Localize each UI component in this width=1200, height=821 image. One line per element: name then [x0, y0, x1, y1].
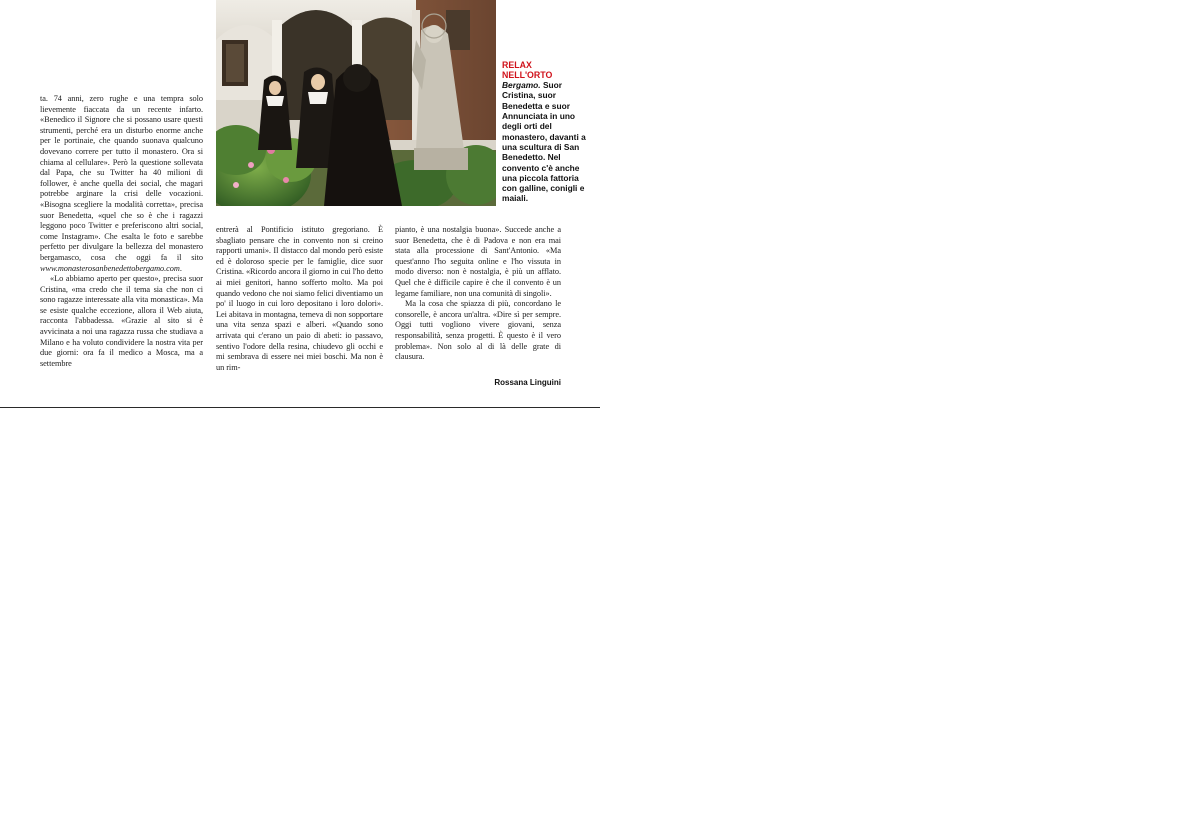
caption-kicker-line1: RELAX: [502, 60, 532, 70]
text-column-3: [395, 225, 561, 363]
column3-paragraph-2: Ma la cosa che spiazza di più, concordano le consorelle, è ancora un'altra. «Dire sì per sempre. Oggi tutti vogliono vivere giovani, senza responsabilità, senza progetti. È questo è il vero problema». Non solo al di là delle grate di clausura.: [395, 299, 561, 362]
author-byline: Rossana Linguini: [494, 378, 561, 387]
nuns-garden-photo: [216, 0, 496, 206]
caption-kicker-line2: NELL'ORTO: [502, 69, 553, 80]
column1-paragraph-2: «Lo abbiamo aperto per questo», precisa suor Cristina, «ma credo che il tema sia che non ci sono ragazze interessate alla vita monastica». Ma se esiste qualche eccezione, allora il Web aiuta, racconta l'abbadessa. «Grazie al sito si è avvicinata a noi una ragazza russa che studiava a Milano e ha voluto condividere la nostra vita per due giorni: ora fa il medico a Mosca, ma a settembre: [40, 274, 203, 368]
text-column-1: [40, 94, 203, 369]
website-url: www.monasterosanbenedettobergamo.com: [40, 263, 180, 273]
photo-illustration: [216, 0, 496, 206]
column1-paragraph-1: [40, 94, 203, 274]
text-column-2: [216, 225, 383, 373]
column1-paragraph-1-end: .: [179, 263, 182, 273]
column3-paragraph-1: pianto, è una nostalgia buona». Succede anche a suor Benedetta, che è di Padova e non era mai stata alla processione di Sant'Antonio. «Ma quest'anno l'ho seguita online e l'ho vissuta in modo diverso: non è nostalgia, è più un afflato. Quel che è difficile capire è che il convento è un legame familiare, non una comunità di singoli».: [395, 225, 561, 298]
bottom-rule: [0, 407, 600, 408]
caption-place: Bergamo.: [502, 80, 541, 91]
column2-paragraph-1: entrerà al Pontificio istituto gregoriano. È sbagliato pensare che in convento non si creino rapporti umani». Il distacco dal mondo però esiste ed è doloroso specie per le famiglie, dice suor Cristina. «Ricordo ancora il giorno in cui l'ho detto ai miei genitori, hanno sofferto molto. Ma poi quando vedono che noi siamo felici diventiamo un po' il luogo in cui loro depositano i loro dolori». Lei abitava in montagna, temeva di non sopportare una vita senza spazi e alberi. «Quando sono arrivata qui c'erano un paio di abeti: io passavo, sentivo l'odore della resina, chiudevo gli occhi e mi sembrava di essere nei miei boschi. Ma non è un rim-: [216, 225, 383, 372]
caption-text: Suor Cristina, suor Benedetta e suor Annunciata in uno degli orti del monastero, davanti a una scultura di San Benedetto. Nel convento c'è anche una piccola fattoria con galline, conigli e maiali.: [502, 80, 586, 204]
photo-caption: [502, 61, 594, 204]
column1-paragraph-1-text: ta. 74 anni, zero rughe e una tempra solo lievemente fiaccata da un recente infarto. «Benedico il Signore che si possano usare questi strumenti, perché era un disturbo enorme anche per le portinaie, che quando suonava qualcuno dovevano correre per tutto il monastero. Ora si chiama al cellulare». Però la questione sollevata dal Papa, che su Twitter ha 40 milioni di follower, è anche quella dei social, che magari potrebbe arginare la crisi delle vocazioni. «Bisogna scegliere la modalità corretta», precisa suor Benedetta, «quel che so è che i ragazzi leggono poco Twitter e preferiscono altri social, come Instagram». Che esalta le foto e sarebbe perfetto per divulgare la bellezza del monastero bergamasco, cosa che oggi fa il sito: [40, 94, 203, 262]
